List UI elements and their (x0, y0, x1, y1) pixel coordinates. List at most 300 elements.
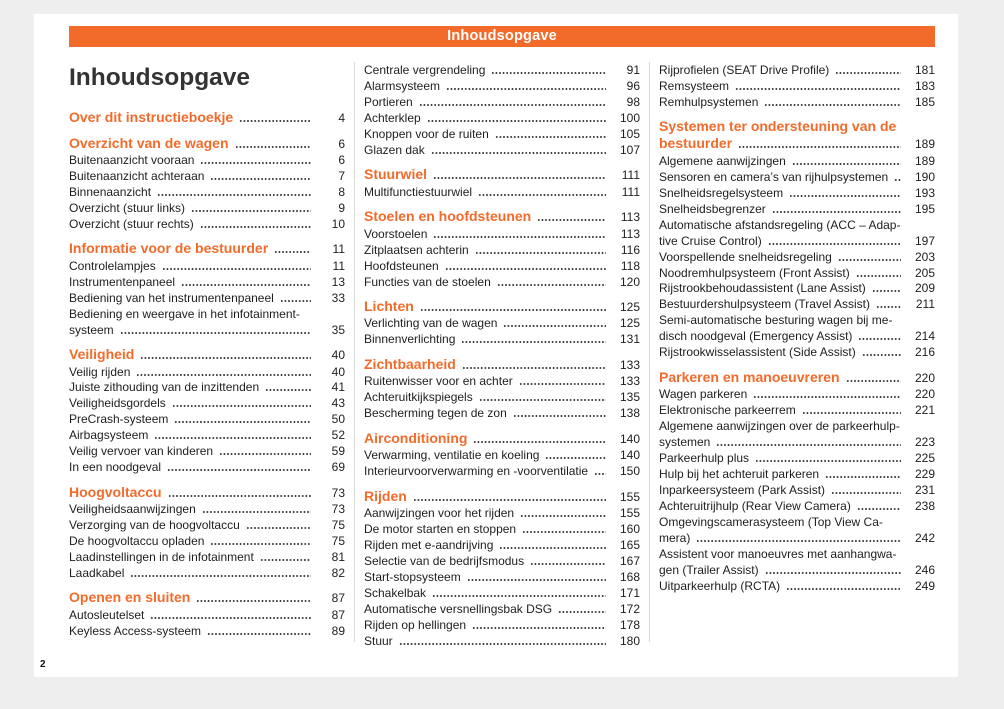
toc-entry-zitplaatsen-achterin[interactable] (364, 243, 640, 259)
toc-label: Controlelampjes (69, 258, 156, 273)
toc-label: Keyless Access-systeem (69, 623, 202, 638)
toc-label: De motor starten en stoppen (364, 522, 517, 537)
toc-label-row (69, 185, 345, 201)
toc-label-row (659, 63, 935, 79)
toc-entry-remhulpsystemen[interactable] (659, 95, 935, 111)
toc-entry-laadinstellingen-in-de-infotainment[interactable] (69, 550, 345, 566)
toc-entry-rijden-op-hellingen[interactable] (364, 618, 640, 634)
toc-page-number: 221 (914, 403, 935, 418)
toc-label: Selectie van de bedrijfsmodus (364, 554, 525, 569)
toc-label: Verwarming, ventilatie en koeling (364, 448, 540, 463)
dot-leader (207, 633, 311, 635)
column-divider (354, 62, 355, 642)
toc-list (659, 63, 935, 595)
toc-label-row (69, 534, 345, 550)
toc-label: Rijden met e-aandrijving (364, 538, 494, 553)
toc-entry-verlichting-van-de-wagen[interactable] (364, 316, 640, 332)
toc-label: Remsysteem (659, 78, 730, 93)
dot-leader (872, 290, 901, 292)
toc-page-number: 238 (914, 498, 935, 513)
toc-label-row (364, 634, 640, 650)
toc-label-row (69, 624, 345, 640)
toc-entry-buitenaanzicht-vooraan[interactable] (69, 153, 345, 169)
toc-entry-voorstoelen[interactable] (364, 227, 640, 243)
dot-leader (210, 543, 311, 545)
toc-label: Rijstrookbehoudassistent (Lane Assist) (659, 281, 866, 296)
toc-label: Aanwijzingen voor het rijden (364, 506, 515, 521)
toc-page-number: 155 (619, 489, 640, 504)
toc-page-number: 223 (914, 435, 935, 450)
toc-entry-inparkeersysteem-park-assist[interactable] (659, 483, 935, 499)
toc-label: Centrale vergrendeling (364, 63, 486, 77)
toc-label: Interieurvoorverwarming en -voorventilatie (364, 464, 589, 479)
toc-label-row (364, 406, 640, 422)
toc-label-row (69, 135, 345, 153)
dot-leader (168, 495, 311, 497)
dot-leader (558, 611, 606, 613)
toc-label-line: Assistent voor manoeuvres met aanhangwa- (659, 546, 897, 561)
dot-leader (857, 508, 901, 510)
toc-label-row (69, 518, 345, 534)
dot-leader (475, 252, 606, 254)
dot-leader (835, 72, 901, 74)
toc-section-openen-en-sluiten[interactable] (69, 589, 345, 607)
toc-page-number: 155 (619, 506, 640, 521)
toc-label-row (659, 345, 935, 361)
toc-label: Airbagsysteem (69, 428, 149, 443)
toc-entry-schakelbak[interactable] (364, 586, 640, 602)
toc-entry-instrumentenpaneel[interactable] (69, 275, 345, 291)
toc-page-number: 9 (338, 200, 345, 215)
dot-leader (838, 259, 901, 261)
toc-section-systemen-ter-ondersteuning-van-de-bestuurder[interactable] (659, 118, 935, 153)
toc-page-number: 75 (331, 518, 345, 533)
toc-entry-bestuurdershulpsysteem-travel-assist[interactable] (659, 297, 935, 313)
toc-entry-automatische-afstandsregeling-acc-adap-tive-cruise-control[interactable] (659, 218, 935, 250)
toc-entry-knoppen-voor-de-ruiten[interactable] (364, 127, 640, 143)
dot-leader (219, 453, 311, 455)
toc-label-row (659, 250, 935, 266)
toc-entry-rijprofielen-seat-drive-profile[interactable] (659, 63, 935, 79)
toc-page-number: 96 (626, 78, 640, 93)
toc-label-row (659, 369, 935, 387)
toc-entry-stuur[interactable] (364, 634, 640, 650)
toc-label-row (659, 483, 935, 499)
toc-page-number: 11 (332, 242, 345, 257)
toc-entry-veiligheidsaanwijzingen[interactable] (69, 502, 345, 518)
toc-label: Parkeerhulp plus (659, 451, 750, 466)
dot-leader (789, 195, 901, 197)
toc-label-row (69, 259, 345, 275)
toc-label-row (364, 166, 640, 184)
toc-page-number: 81 (331, 550, 345, 565)
toc-label-row (659, 387, 935, 403)
dot-leader (239, 120, 311, 122)
dot-leader (174, 421, 311, 423)
toc-label-row (364, 464, 640, 480)
toc-label: Noodremhulpsysteem (Front Assist) (659, 265, 850, 280)
toc-label: disch noodgeval (Emergency Assist) (659, 329, 853, 344)
toc-label-row (659, 170, 935, 186)
dot-leader (479, 399, 606, 401)
toc-entry-laadkabel[interactable] (69, 566, 345, 582)
toc-page-number: 193 (914, 185, 935, 200)
toc-page-number: 4 (338, 111, 345, 125)
dot-leader (537, 219, 606, 221)
toc-entry-rijstrookbehoudassistent-lane-assist[interactable] (659, 281, 935, 297)
toc-label-row (69, 169, 345, 185)
dot-leader (862, 354, 901, 356)
dot-leader (802, 412, 901, 414)
dot-leader (431, 152, 606, 154)
toc-page-number: 113 (620, 226, 640, 241)
toc-entry-binnenaanzicht[interactable] (69, 185, 345, 201)
toc-page-number: 7 (338, 168, 345, 183)
toc-list (69, 109, 345, 640)
toc-label-row (69, 566, 345, 582)
toc-entry-veilig-vervoer-van-kinderen[interactable] (69, 444, 345, 460)
toc-page-number: 231 (914, 482, 935, 497)
toc-entry-precrash-systeem[interactable] (69, 412, 345, 428)
toc-page-number: 220 (914, 387, 935, 402)
dot-leader (433, 236, 606, 238)
toc-column-1 (69, 62, 345, 640)
dot-leader (499, 547, 606, 549)
toc-label: Binnenaanzicht (69, 184, 152, 199)
toc-label-row (659, 266, 935, 282)
toc-entry-de-motor-starten-en-stoppen[interactable] (364, 522, 640, 538)
toc-label: Algemene aanwijzingen (659, 153, 786, 168)
toc-entry-ruitenwisser-voor-en-achter[interactable] (364, 374, 640, 390)
toc-label: Snelheidsbegrenzer (659, 201, 766, 216)
dot-leader (274, 251, 311, 253)
toc-label: Over dit instructieboekje (69, 109, 234, 125)
toc-label: Inparkeersysteem (Park Assist) (659, 482, 826, 497)
toc-page-number: 118 (620, 258, 640, 273)
toc-label: Laadinstellingen in de infotainment (69, 550, 254, 565)
toc-page-number: 165 (619, 538, 640, 553)
toc-page-number: 43 (331, 396, 345, 411)
toc-label-row (364, 488, 640, 506)
toc-label: Verzorging van de hoogvoltaccu (69, 518, 240, 533)
toc-page-number: 13 (331, 274, 345, 289)
toc-page-number: 131 (619, 332, 640, 347)
toc-page-number: 125 (619, 299, 640, 314)
toc-entry-algemene-aanwijzingen-over-de-parkeerhulp-systemen[interactable] (659, 419, 935, 451)
toc-page-number: 87 (331, 607, 345, 622)
toc-entry-airbagsysteem[interactable] (69, 428, 345, 444)
toc-label-line: Systemen ter ondersteuning van de (659, 118, 897, 135)
toc-label-row (364, 316, 640, 332)
toc-section-lichten[interactable] (364, 298, 640, 316)
dot-leader (181, 284, 311, 286)
toc-page-number: 73 (331, 502, 345, 517)
toc-entry-functies-van-de-stoelen[interactable] (364, 275, 640, 291)
toc-label: Voorspellende snelheidsregeling (659, 249, 832, 264)
toc-label: Multifunctiestuurwiel (364, 184, 473, 199)
toc-label: Start-stopsysteem (364, 569, 461, 584)
toc-list (364, 63, 640, 650)
dot-leader (530, 563, 606, 565)
toc-label: Veilig rijden (69, 364, 131, 379)
toc-section-rijden[interactable] (364, 488, 640, 506)
toc-entry-sensoren-en-camera-s-van-rijhulpsystemen[interactable] (659, 170, 935, 186)
toc-entry-achteruitkijkspiegels[interactable] (364, 390, 640, 406)
dot-leader (472, 627, 606, 629)
dot-leader (420, 309, 606, 311)
toc-section-parkeren-en-manoeuvreren[interactable] (659, 369, 935, 387)
toc-entry-start-stopsysteem[interactable] (364, 570, 640, 586)
toc-label: Lichten (364, 297, 414, 314)
toc-page-number: 203 (914, 249, 935, 264)
toc-entry-voorspellende-snelheidsregeling[interactable] (659, 250, 935, 266)
toc-page-number: 229 (914, 467, 935, 482)
toc-label: mera) (659, 530, 691, 545)
toc-entry-controlelampjes[interactable] (69, 259, 345, 275)
dot-leader (150, 617, 311, 619)
toc-page-number: 209 (914, 281, 935, 296)
toc-label: gen (Trailer Assist) (659, 562, 759, 577)
toc-entry-parkeerhulp-plus[interactable] (659, 451, 935, 467)
toc-label-row (364, 143, 640, 159)
toc-section-veiligheid[interactable] (69, 346, 345, 364)
toc-label-row (364, 79, 640, 95)
toc-entry-centrale-vergrendeling[interactable] (364, 63, 640, 79)
dot-leader (210, 178, 311, 180)
dot-leader (433, 177, 606, 179)
dot-leader (831, 492, 901, 494)
column-divider (649, 62, 650, 642)
toc-page-number: 140 (619, 448, 640, 463)
toc-entry-rijstrookwisselassistent-side-assist[interactable] (659, 345, 935, 361)
dot-leader (202, 511, 311, 513)
toc-entry-interieurvoorverwarming-en-voorventilatie[interactable] (364, 464, 640, 480)
toc-label: Uitparkeerhulp (RCTA) (659, 578, 781, 593)
toc-entry-de-hoogvoltaccu-opladen[interactable] (69, 534, 345, 550)
toc-entry-verzorging-van-de-hoogvoltaccu[interactable] (69, 518, 345, 534)
toc-label: Zichtbaarheid (364, 355, 456, 372)
toc-page-number: 195 (914, 201, 935, 216)
toc-section-overzicht-van-de-wagen[interactable] (69, 135, 345, 153)
toc-entry-snelheidsregelsysteem[interactable] (659, 186, 935, 202)
toc-entry-portieren[interactable] (364, 95, 640, 111)
page-number: 2 (40, 659, 46, 670)
toc-entry-remsysteem[interactable] (659, 79, 935, 95)
toc-page-number: 6 (338, 136, 345, 151)
toc-entry-selectie-van-de-bedrijfsmodus[interactable] (364, 554, 640, 570)
dot-leader (413, 499, 606, 501)
toc-label-row (364, 522, 640, 538)
toc-entry-autosleutelset[interactable] (69, 608, 345, 624)
dot-leader (545, 457, 606, 459)
toc-label-row (364, 390, 640, 406)
dot-leader (696, 540, 901, 542)
toc-section-stoelen-en-hoofdsteunen[interactable] (364, 208, 640, 226)
toc-label-row (364, 602, 640, 618)
dot-leader (399, 643, 606, 645)
toc-label: Elektronische parkeerrem (659, 403, 796, 418)
dot-leader (738, 146, 901, 148)
toc-page-number: 113 (620, 210, 640, 225)
dot-leader (130, 575, 311, 577)
toc-section-informatie-voor-de-bestuurder[interactable] (69, 240, 345, 258)
toc-entry-noodremhulpsysteem-front-assist[interactable] (659, 266, 935, 282)
toc-label: Buitenaanzicht achteraan (69, 168, 205, 183)
toc-label-row (69, 365, 345, 381)
toc-label: Portieren (364, 94, 413, 109)
toc-entry-bediening-van-het-instrumentenpaneel[interactable] (69, 291, 345, 307)
dot-leader (280, 300, 311, 302)
toc-section-stuurwiel[interactable] (364, 166, 640, 184)
toc-label: Knoppen voor de ruiten (364, 126, 489, 141)
toc-label-row (364, 275, 640, 291)
toc-label: tive Cruise Control) (659, 233, 762, 248)
toc-page-number: 98 (626, 94, 640, 109)
toc-label: Glazen dak (364, 142, 425, 157)
toc-page-number: 52 (331, 428, 345, 443)
toc-page-number: 125 (619, 316, 640, 331)
toc-entry-rijden-met-e-aandrijving[interactable] (364, 538, 640, 554)
toc-entry-binnenverlichting[interactable] (364, 332, 640, 348)
toc-page-number: 249 (914, 578, 935, 593)
toc-label: Alarmsysteem (364, 78, 441, 93)
dot-leader (157, 194, 311, 196)
toc-page-number: 75 (331, 534, 345, 549)
toc-entry-alarmsysteem[interactable] (364, 79, 640, 95)
toc-section-hoogvoltaccu[interactable] (69, 484, 345, 502)
toc-entry-veilig-rijden[interactable] (69, 365, 345, 381)
toc-entry-buitenaanzicht-achteraan[interactable] (69, 169, 345, 185)
toc-entry-veiligheidsgordels[interactable] (69, 396, 345, 412)
toc-entry-glazen-dak[interactable] (364, 143, 640, 159)
dot-leader (265, 389, 311, 391)
dot-leader (432, 595, 606, 597)
dot-leader (172, 405, 311, 407)
toc-entry-verwarming-ventilatie-en-koeling[interactable] (364, 448, 640, 464)
toc-entry-bescherming-tegen-de-zon[interactable] (364, 406, 640, 422)
toc-page-number: 214 (914, 329, 935, 344)
toc-label-row (659, 467, 935, 483)
toc-label-row (364, 554, 640, 570)
toc-label-row (69, 550, 345, 566)
toc-column-2 (364, 63, 640, 650)
toc-label-row (364, 298, 640, 316)
toc-page-number: 89 (331, 623, 345, 638)
dot-leader (260, 559, 311, 561)
toc-entry-semi-automatische-besturing-wagen-bij-me-disch-noodgeval-emergency-assist[interactable] (659, 313, 935, 345)
toc-entry-omgevingscamerasysteem-top-view-ca-mera[interactable] (659, 515, 935, 547)
toc-entry-bediening-en-weergave-in-het-infotainment-systeem[interactable] (69, 307, 345, 339)
toc-label-row (659, 202, 935, 218)
toc-entry-achterklep[interactable] (364, 111, 640, 127)
toc-entry-in-een-noodgeval[interactable] (69, 460, 345, 476)
toc-label: Bediening van het instrumentenpaneel (69, 290, 274, 305)
toc-label: Stoelen en hoofdsteunen (364, 208, 532, 225)
dot-leader (755, 460, 901, 462)
toc-page-number: 82 (331, 566, 345, 581)
toc-entry-achteruitrijhulp-rear-view-camera[interactable] (659, 499, 935, 515)
toc-page-number: 197 (914, 233, 935, 248)
dot-leader (467, 579, 606, 581)
dot-leader (520, 515, 606, 517)
toc-page-number: 138 (619, 406, 640, 421)
toc-label: Hulp bij het achteruit parkeren (659, 467, 820, 482)
toc-label: Voorstoelen (364, 226, 428, 241)
toc-entry-multifunctiestuurwiel[interactable] (364, 185, 640, 201)
toc-entry-juiste-zithouding-van-de-inzittenden[interactable] (69, 380, 345, 396)
toc-section-over-dit-instructieboekje[interactable] (69, 109, 345, 127)
toc-section-zichtbaarheid[interactable] (364, 356, 640, 374)
toc-label-line: Bediening en weergave in het infotainment- (69, 306, 300, 321)
toc-label-row (69, 589, 345, 607)
toc-entry-aanwijzingen-voor-het-rijden[interactable] (364, 506, 640, 522)
toc-label: Overzicht (stuur links) (69, 200, 186, 215)
toc-label: Hoofdsteunen (364, 258, 439, 273)
toc-entry-wagen-parkeren[interactable] (659, 387, 935, 403)
toc-label-row (659, 403, 935, 419)
toc-label: Overzicht van de wagen (69, 134, 229, 151)
toc-page-number: 10 (331, 216, 345, 231)
toc-page-number: 135 (619, 390, 640, 405)
dot-leader (462, 367, 606, 369)
toc-label: Parkeren en manoeuvreren (659, 368, 840, 385)
toc-label-row (659, 499, 935, 515)
toc-label: Binnenverlichting (364, 332, 456, 347)
dot-leader (594, 473, 606, 475)
toc-label-row (69, 608, 345, 624)
toc-label-row (69, 380, 345, 396)
toc-entry-overzicht-stuur-links[interactable] (69, 201, 345, 217)
dot-leader (162, 268, 311, 270)
toc-entry-elektronische-parkeerrem[interactable] (659, 403, 935, 419)
toc-label: Remhulpsystemen (659, 94, 759, 109)
toc-label-row (364, 356, 640, 374)
toc-label-row (69, 109, 345, 127)
dot-leader (772, 211, 901, 213)
dot-leader (846, 380, 901, 382)
toc-entry-uitparkeerhulp-rcta[interactable] (659, 579, 935, 595)
toc-label: Rijden op hellingen (364, 617, 467, 632)
dot-leader (495, 136, 606, 138)
toc-page-number: 107 (619, 142, 640, 157)
toc-entry-hoofdsteunen[interactable] (364, 259, 640, 275)
toc-entry-hulp-bij-het-achteruit-parkeren[interactable] (659, 467, 935, 483)
toc-label-row (364, 63, 640, 79)
toc-page-number: 189 (914, 137, 935, 152)
toc-label: Openen en sluiten (69, 589, 191, 606)
toc-entry-keyless-access-systeem[interactable] (69, 624, 345, 640)
toc-label-row (69, 428, 345, 444)
toc-label-row (659, 186, 935, 202)
toc-entry-assistent-voor-manoeuvres-met-aanhangwa-gen-trailer-assist[interactable] (659, 547, 935, 579)
toc-entry-algemene-aanwijzingen[interactable] (659, 154, 935, 170)
toc-label-row (364, 259, 640, 275)
toc-label-row (364, 208, 640, 226)
toc-label-row (69, 502, 345, 518)
chapter-header-bar (69, 26, 935, 47)
toc-label-row (69, 346, 345, 364)
toc-label-row (659, 435, 935, 451)
dot-leader (497, 284, 606, 286)
toc-entry-snelheidsbegrenzer[interactable] (659, 202, 935, 218)
toc-entry-automatische-versnellingsbak-dsg[interactable] (364, 602, 640, 618)
toc-label-row (364, 227, 640, 243)
toc-page-number: 73 (331, 485, 345, 500)
toc-page-number: 220 (914, 370, 935, 385)
toc-entry-overzicht-stuur-rechts[interactable] (69, 217, 345, 233)
toc-page-number: 50 (331, 412, 345, 427)
toc-section-airconditioning[interactable] (364, 430, 640, 448)
